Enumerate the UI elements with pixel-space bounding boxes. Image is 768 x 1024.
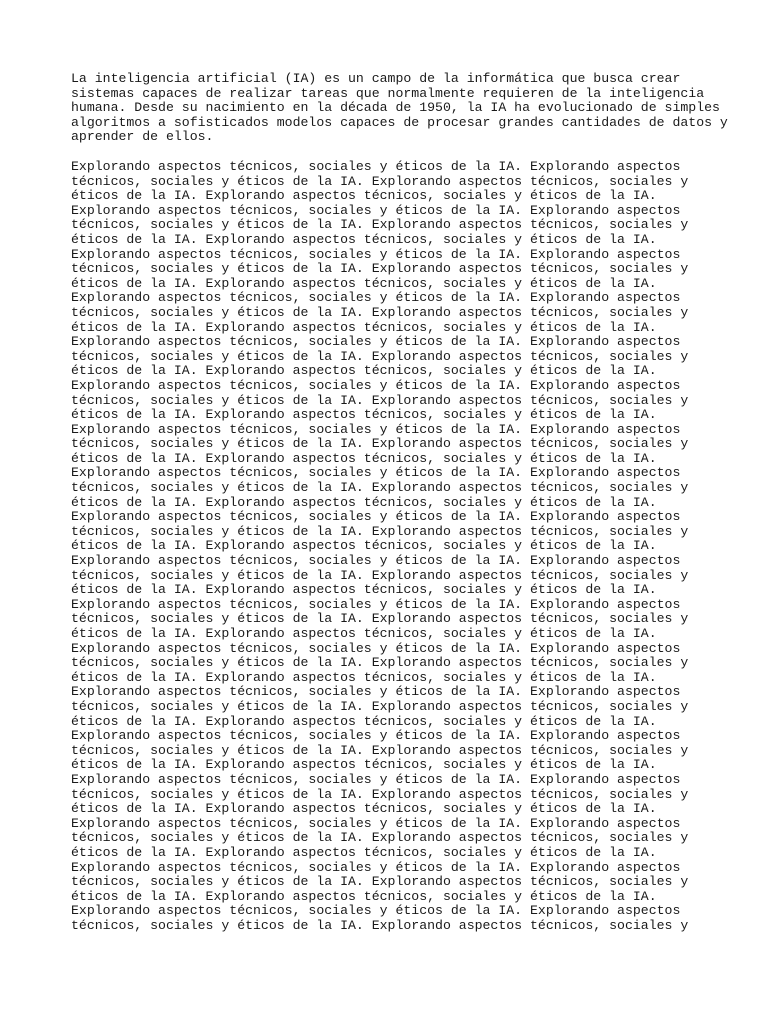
intro-line: La inteligencia artificial (IA) es un campo de la informática que busca crear bbox=[71, 71, 681, 86]
intro-line: algoritmos a sofisticados modelos capaces de procesar grandes cantidades de datos y bbox=[71, 114, 728, 130]
body-line: técnicos, sociales y éticos de la IA. Explorando aspectos técnicos, sociales y bbox=[71, 874, 689, 890]
body-line: Explorando aspectos técnicos, sociales y éticos de la IA. Explorando aspectos bbox=[71, 202, 681, 218]
body-line: técnicos, sociales y éticos de la IA. Explorando aspectos técnicos, sociales y bbox=[71, 917, 689, 933]
body-line: técnicos, sociales y éticos de la IA. Explorando aspectos técnicos, sociales y bbox=[71, 655, 689, 671]
body-line: éticos de la IA. Explorando aspectos técnicos, sociales y éticos de la IA. bbox=[71, 888, 657, 904]
body-line: Explorando aspectos técnicos, sociales y éticos de la IA. Explorando aspectos bbox=[71, 246, 681, 262]
body-line: Explorando aspectos técnicos, sociales y éticos de la IA. Explorando aspectos bbox=[71, 159, 681, 174]
body-line: éticos de la IA. Explorando aspectos técnicos, sociales y éticos de la IA. bbox=[71, 407, 657, 423]
body-line: Explorando aspectos técnicos, sociales y éticos de la IA. Explorando aspectos bbox=[71, 771, 681, 787]
body-line: técnicos, sociales y éticos de la IA. Explorando aspectos técnicos, sociales y bbox=[71, 480, 689, 496]
body-line: Explorando aspectos técnicos, sociales y éticos de la IA. Explorando aspectos bbox=[71, 509, 681, 525]
intro-line: humana. Desde su nacimiento en la década de 1950, la IA ha evolucionado de simples bbox=[71, 100, 720, 116]
body-line: técnicos, sociales y éticos de la IA. Explorando aspectos técnicos, sociales y bbox=[71, 611, 689, 627]
body-line: técnicos, sociales y éticos de la IA. Explorando aspectos técnicos, sociales y bbox=[71, 436, 689, 452]
body-line: éticos de la IA. Explorando aspectos técnicos, sociales y éticos de la IA. bbox=[71, 582, 657, 598]
body-line: Explorando aspectos técnicos, sociales y éticos de la IA. Explorando aspectos bbox=[71, 859, 681, 875]
body-line: técnicos, sociales y éticos de la IA. Explorando aspectos técnicos, sociales y bbox=[71, 261, 689, 277]
body-line: técnicos, sociales y éticos de la IA. Explorando aspectos técnicos, sociales y bbox=[71, 304, 689, 320]
body-line: Explorando aspectos técnicos, sociales y éticos de la IA. Explorando aspectos bbox=[71, 377, 681, 393]
body-line: Explorando aspectos técnicos, sociales y éticos de la IA. Explorando aspectos bbox=[71, 640, 681, 656]
body-line: éticos de la IA. Explorando aspectos técnicos, sociales y éticos de la IA. bbox=[71, 538, 657, 554]
body-line: Explorando aspectos técnicos, sociales y éticos de la IA. Explorando aspectos bbox=[71, 728, 681, 744]
body-line: técnicos, sociales y éticos de la IA. Explorando aspectos técnicos, sociales y bbox=[71, 523, 689, 539]
body-line: técnicos, sociales y éticos de la IA. Explorando aspectos técnicos, sociales y bbox=[71, 173, 689, 189]
body-line: Explorando aspectos técnicos, sociales y éticos de la IA. Explorando aspectos bbox=[71, 553, 681, 569]
body-line: éticos de la IA. Explorando aspectos técnicos, sociales y éticos de la IA. bbox=[71, 844, 657, 860]
body-line: éticos de la IA. Explorando aspectos técnicos, sociales y éticos de la IA. bbox=[71, 801, 657, 817]
intro-line: sistemas capaces de realizar tareas que normalmente requieren de la inteligencia bbox=[71, 85, 705, 101]
body-line: éticos de la IA. Explorando aspectos técnicos, sociales y éticos de la IA. bbox=[71, 275, 657, 291]
body-line: éticos de la IA. Explorando aspectos técnicos, sociales y éticos de la IA. bbox=[71, 626, 657, 641]
body-line: éticos de la IA. Explorando aspectos técnicos, sociales y éticos de la IA. bbox=[71, 231, 657, 247]
body-line: técnicos, sociales y éticos de la IA. Explorando aspectos técnicos, sociales y bbox=[71, 786, 689, 802]
body-line: éticos de la IA. Explorando aspectos técnicos, sociales y éticos de la IA. bbox=[71, 188, 657, 204]
body-line: técnicos, sociales y éticos de la IA. Explorando aspectos técnicos, sociales y bbox=[71, 217, 689, 233]
body-line: técnicos, sociales y éticos de la IA. Explorando aspectos técnicos, sociales y bbox=[71, 567, 689, 583]
body-line: Explorando aspectos técnicos, sociales y éticos de la IA. Explorando aspectos bbox=[71, 815, 681, 831]
body-paragraph bbox=[71, 160, 711, 933]
body-line: éticos de la IA. Explorando aspectos técnicos, sociales y éticos de la IA. bbox=[71, 319, 657, 335]
body-line: Explorando aspectos técnicos, sociales y éticos de la IA. Explorando aspectos bbox=[71, 421, 681, 437]
body-line: Explorando aspectos técnicos, sociales y éticos de la IA. Explorando aspectos bbox=[71, 903, 681, 919]
body-line: éticos de la IA. Explorando aspectos técnicos, sociales y éticos de la IA. bbox=[71, 669, 657, 685]
body-line: éticos de la IA. Explorando aspectos técnicos, sociales y éticos de la IA. bbox=[71, 494, 657, 510]
body-line: Explorando aspectos técnicos, sociales y éticos de la IA. Explorando aspectos bbox=[71, 465, 681, 481]
body-line: éticos de la IA. Explorando aspectos técnicos, sociales y éticos de la IA. bbox=[71, 363, 657, 379]
body-line: técnicos, sociales y éticos de la IA. Explorando aspectos técnicos, sociales y bbox=[71, 742, 689, 758]
body-line: técnicos, sociales y éticos de la IA. Explorando aspectos técnicos, sociales y bbox=[71, 392, 689, 408]
body-line: éticos de la IA. Explorando aspectos técnicos, sociales y éticos de la IA. bbox=[71, 757, 657, 773]
intro-line: aprender de ellos. bbox=[71, 129, 214, 145]
body-line: técnicos, sociales y éticos de la IA. Explorando aspectos técnicos, sociales y bbox=[71, 698, 689, 714]
body-line: Explorando aspectos técnicos, sociales y éticos de la IA. Explorando aspectos bbox=[71, 290, 681, 306]
body-line: técnicos, sociales y éticos de la IA. Explorando aspectos técnicos, sociales y bbox=[71, 830, 689, 846]
body-line: técnicos, sociales y éticos de la IA. Explorando aspectos técnicos, sociales y bbox=[71, 348, 689, 364]
body-line: Explorando aspectos técnicos, sociales y éticos de la IA. Explorando aspectos bbox=[71, 334, 681, 350]
intro-paragraph bbox=[71, 71, 728, 145]
body-line: éticos de la IA. Explorando aspectos técnicos, sociales y éticos de la IA. bbox=[71, 713, 657, 729]
body-line: éticos de la IA. Explorando aspectos técnicos, sociales y éticos de la IA. bbox=[71, 450, 657, 466]
body-line: Explorando aspectos técnicos, sociales y éticos de la IA. Explorando aspectos bbox=[71, 596, 681, 612]
body-line: Explorando aspectos técnicos, sociales y éticos de la IA. Explorando aspectos bbox=[71, 684, 681, 700]
